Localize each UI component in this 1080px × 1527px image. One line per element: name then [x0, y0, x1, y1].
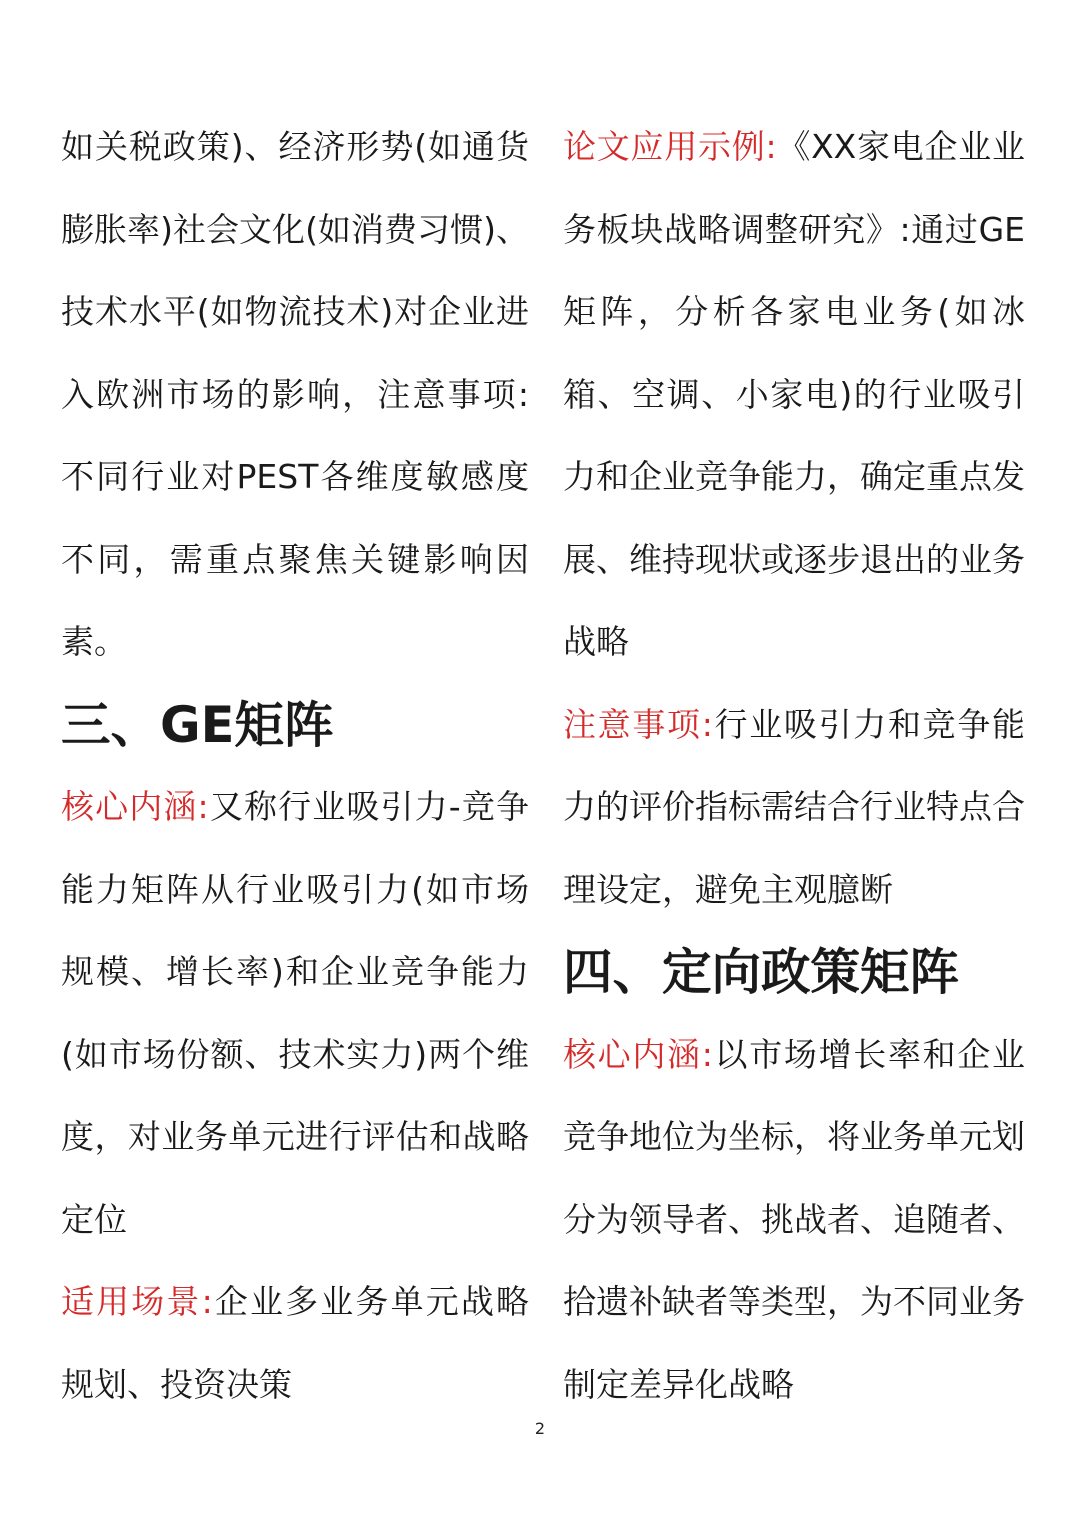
ge-core-paragraph [61, 766, 529, 1261]
ge-notes-text: 行业吸引力和竞争能力的评价指标需结合行业特点合理设定，避免主观臆断 [563, 704, 1026, 909]
section-heading-ge-matrix: 三、GE矩阵 [61, 695, 334, 754]
section-heading-directional-policy-matrix: 四、定向政策矩阵 [563, 943, 959, 1001]
dpm-core-label: 核心内涵: [563, 1034, 713, 1074]
left-column [61, 106, 529, 1426]
ge-scenario-text: 企业多业务单元战略规划、投资决策 [61, 1282, 530, 1404]
ge-core-text: 又称行业吸引力-竞争能力矩阵从行业吸引力(如市场规模、增长率)和企业竞争能力(如市场份额、技术实力)两个维度，对业务单元进行评估和战略定位 [61, 787, 529, 1239]
right-column [563, 106, 1025, 1426]
ge-example-label: 论文应用示例: [563, 127, 777, 166]
ge-notes-paragraph [563, 684, 1025, 932]
dpm-core-text: 以市场增长率和企业竞争地位为坐标，将业务单元划分为领导者、挑战者、追随者、拾遗补缺者等类型，为不同业务制定差异化战略 [563, 1034, 1026, 1404]
ge-scenario-paragraph [61, 1261, 529, 1426]
ge-notes-label: 注意事项: [563, 704, 713, 744]
pest-continuation-paragraph: 如关税政策)、经济形势(如通货膨胀率)社会文化(如消费习惯)、技术水平(如物流技术)对企业进入欧洲市场的影响，注意事项:不同行业对PEST各维度敏感度不同，需重点聚焦关键影响因素。 [61, 127, 529, 661]
page-number: 2 [534, 1419, 546, 1438]
ge-scenario-label: 适用场景: [61, 1282, 213, 1321]
dpm-core-paragraph [563, 1014, 1025, 1427]
ge-example-text: 《XX家电企业业务板块战略调整研究》:通过GE矩阵，分析各家电业务(如冰箱、空调、小家电)的行业吸引力和企业竞争能力，确定重点发展、维持现状或逐步退出的业务战略 [563, 127, 1025, 661]
ge-example-paragraph [563, 106, 1025, 684]
ge-core-label: 核心内涵: [61, 787, 209, 826]
